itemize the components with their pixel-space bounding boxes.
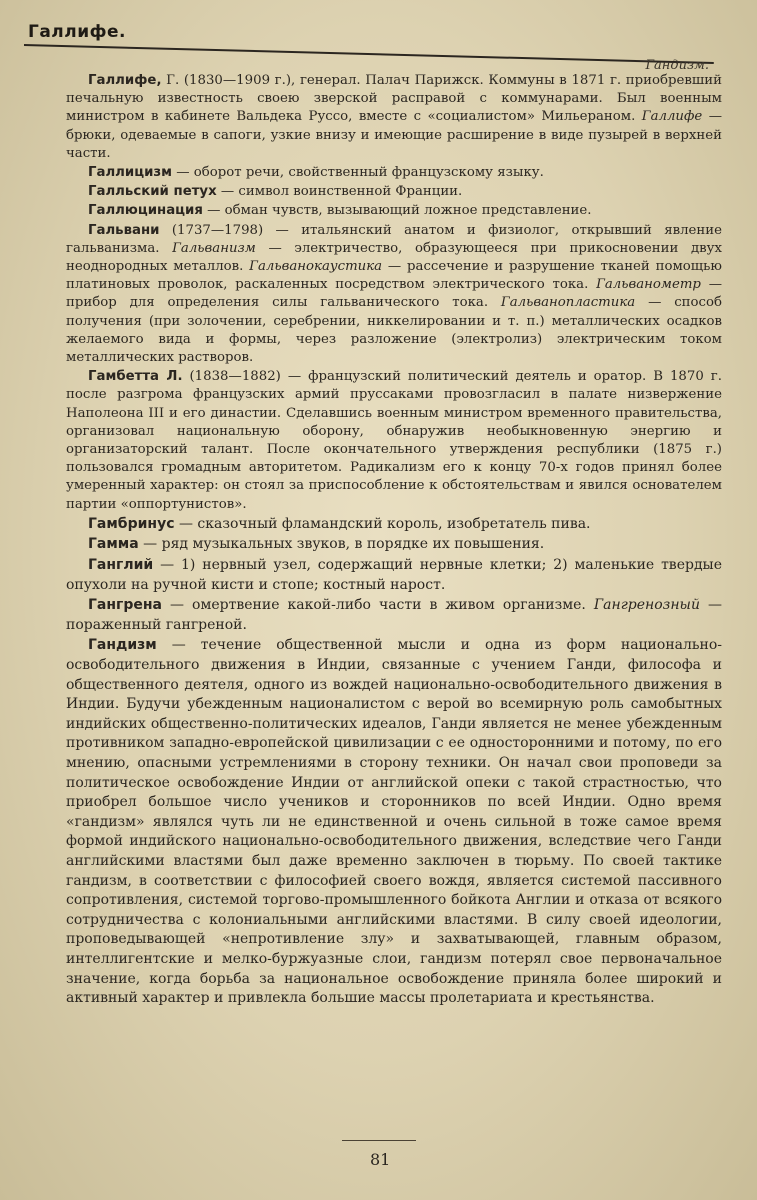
entry-term: Гамма xyxy=(88,536,139,553)
entry-gandhism xyxy=(66,636,722,1008)
entry-term: Галлюцинация xyxy=(88,203,203,219)
entry-text: — оборот речи, свойственный французскому языку. xyxy=(172,165,544,181)
running-head-left: Галлифе. xyxy=(28,22,126,42)
footer-rule xyxy=(342,1140,416,1141)
entry-gambrinus xyxy=(66,515,722,535)
entry-italic: Гальванопластика xyxy=(500,295,636,311)
entry-italic: Гальванокаустика xyxy=(249,259,383,275)
entry-gallifet xyxy=(66,72,722,163)
entry-text: — символ воинственной Франции. xyxy=(216,184,463,200)
entry-term: Галлифе, xyxy=(88,73,162,88)
entry-text: — прибор для определения силы гальванического тока. xyxy=(66,277,723,311)
entries-column xyxy=(66,72,722,1010)
entry-term: Галльский петух xyxy=(88,184,217,200)
entry-text: — течение общественной мысли и одна из форм национально-освободительного движения в Индии, связанные с учением Ганди, философа и общественного деятеля, одного из вождей национально-освободительного движения в Индии. Будучи убежденным националистом с верой во всемирную роль самобытных индийских общественно-политических идеалов, Ганди является не менее убежденным противником западно-европейской цивилизации с ее односторонними и потому, по его мнению, опасными устремлениями в сторону техники. Он начал свои проповеди за политическое освобождение Индии от английской опеки с такой страстностью, что приобрел большое число учеников и сторонников по всей Индии. Одно время «гандизм» являлся чуть ли не единственной и очень сильной в тоже самое время формой индийского национально-освободительного движения, вследствие чего Ганди английскими властями был даже временно заключен в тюрьму. По своей тактике гандизм, в соответствии с философией своего вождя, является системой пассивного сопротивления, системой торгово-промышленного бойкота Англии и отказа от всякого сотрудничества с колониальными английскими властями. В силу своей идеологии, проповедывающей «непротивление злу» и захватывающей, главным образом, интеллигентские и мелко-буржуазные слои, гандизм потерял свое первоначальное значение, когда борьба за национальное освобождение приняла более широкий и активный характер и привлекла большие массы пролетариата и крестьянства. xyxy=(66,637,722,1007)
header-rule xyxy=(24,44,714,64)
entry-term: Гандизм xyxy=(88,637,157,654)
entry-italic: Гальванометр xyxy=(596,277,701,293)
running-head-right: Гандизм. xyxy=(645,58,709,73)
entry-italic: Галлифе xyxy=(641,109,703,125)
entry-hallucination xyxy=(66,202,722,220)
entry-galvani xyxy=(66,222,722,368)
entry-term: Гальвани xyxy=(88,222,160,238)
entry-gangrene xyxy=(66,596,722,635)
entry-ganglion xyxy=(66,556,722,595)
entry-italic: Гальванизм xyxy=(172,240,256,256)
entry-term: Галлицизм xyxy=(88,165,173,181)
entry-term: Ганглий xyxy=(88,557,154,574)
entry-term: Гамбетта Л. xyxy=(88,369,183,385)
entry-text: Г. (1830—1909 г.), генерал. Палач Парижск. Коммуны в 1871 г. приобревший печальную известность своею зверской расправой с коммунарами. Был военным министром в кабинете Вальдека Руссо, вместе с «социалистом» Мильераном. xyxy=(66,73,722,125)
entry-text: — омертвение какой-либо части в живом организме. xyxy=(162,597,594,614)
entry-gamma xyxy=(66,535,722,555)
entry-text: — обман чувств, вызывающий ложное представление. xyxy=(202,203,592,219)
entry-term: Гамбринус xyxy=(88,515,175,532)
entry-text: — брюки, одеваемые в сапоги, узкие внизу и имеющие расширение в виде пузырей в верхней части. xyxy=(66,109,722,161)
entry-text: — способ получения (при золочении, серебрении, никкелировании и т. п.) металлических осадков желаемого вида и формы, через разложение (электролиз) электрическим током металлических растворов. xyxy=(66,295,723,366)
entry-text: — рассечение и разрушение тканей помощью платиновых проволок, раскаленных посредством электрического тока. xyxy=(66,259,722,293)
page-number: 81 xyxy=(370,1150,391,1169)
entry-gallicism xyxy=(66,164,722,182)
entry-text: — 1) нервный узел, содержащий нервные клетки; 2) маленькие твердые опухоли на ручной кисти и стопе; костный нарост. xyxy=(66,557,722,593)
entry-text: (1838—1882) — французский политический деятель и оратор. В 1870 г. после разгрома французских армий пруссаками провозгласил в палате низвержение Наполеона III и его династии. Сделавшись военным министром временного правительства, организовал национальную оборону, обнаружив необыкновенную энергию и организаторский талант. После окончательного утверждения республики (1875 г.) пользовался громадным авторитетом. Радикализм его к концу 70-х годов принял более умеренный характер: он стоял за приспособление к обстоятельствам и явился основателем партии «оппортунистов». xyxy=(66,369,722,512)
entry-term: Гангрена xyxy=(88,597,162,614)
entry-italic: Гангренозный xyxy=(593,597,700,614)
entry-text: — сказочный фламандский король, изобретатель пива. xyxy=(174,515,591,532)
entry-text: (1737—1798) — итальянский анатом и физиолог, открывший явление гальванизма. xyxy=(66,222,722,256)
entry-gallic-rooster xyxy=(66,183,722,201)
entry-text: — пораженный гангреной. xyxy=(66,597,722,633)
entry-text: — электричество, образующееся при прикосновении двух неоднородных металлов. xyxy=(66,240,722,275)
entry-text: — ряд музыкальных звуков, в порядке их повышения. xyxy=(138,536,545,553)
entry-gambetta xyxy=(66,368,722,514)
